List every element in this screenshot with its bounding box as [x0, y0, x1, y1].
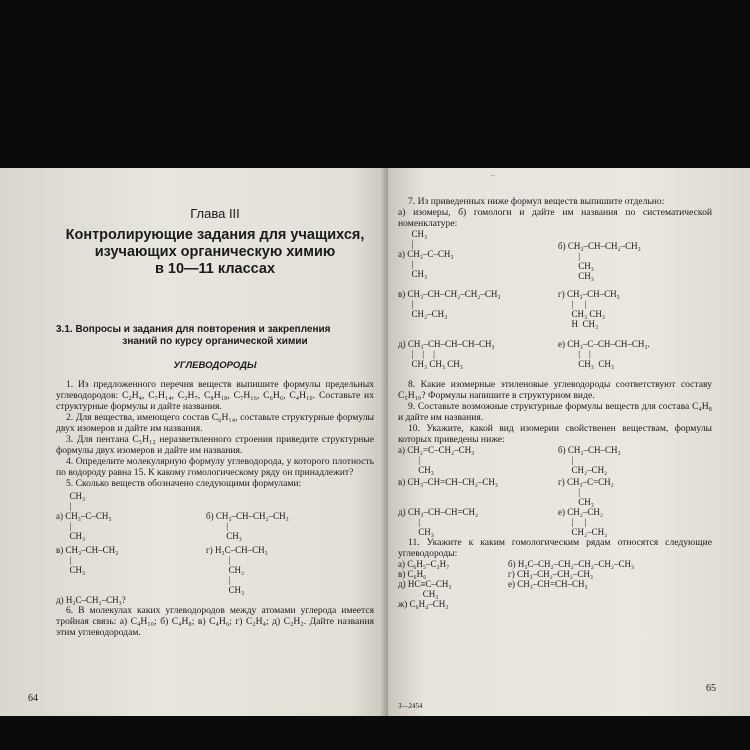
q11-formulas-left: а) C₆H₅–C₃H₇ в) C₆H₆ д) HC≡C–CH₃ CH₃ ж) C₆H₄–CH₃ [398, 559, 452, 609]
q7-formula-block [398, 229, 712, 379]
left-page [0, 168, 388, 716]
section-title-line-2: знаний по курсу органической химии [122, 336, 308, 347]
question-7: 7. Из приведенных ниже формул веществ выпишите отдельно: [408, 196, 665, 207]
question-8: 8. Какие изомерные этиленовые углеводороды соответствуют составу C₅H₁₀? Формулы напишите в структурном виде. [398, 379, 712, 401]
q5-formula-v: в) CH₃–CH–CH₃ | CH₃ [56, 545, 119, 575]
subheading-hydrocarbons: УГЛЕВОДОРОДЫ [173, 360, 257, 371]
q5-formula-d: д) H₃C–CH₂–CH₃? [56, 595, 126, 605]
question-5: 5. Сколько веществ обозначено следующими формулами: [66, 478, 302, 489]
section-title [56, 324, 374, 348]
q10-formula-e: е) CH₂–CH₂ | | CH₂–CH₂ [558, 507, 608, 537]
page-number-left: 64 [28, 693, 38, 704]
q7-formula-b: б) CH₃–CH–CH₂–CH₃ | CH₃ CH₃ [558, 241, 641, 281]
q10-formula-g: г) CH₃–C=CH₂ | CH₃ [558, 477, 614, 507]
q5-formula-a: CH₃ | а) CH₃–C–CH₃ | CH₃ [56, 491, 112, 541]
question-4: 4. Определите молекулярную формулу углеводорода, у которого плотность по водороду равна 15. К какому гомологическому ряду он принадлежит? [56, 456, 374, 478]
question-11: 11. Укажите к каким гомологическим рядам относятся следующие углеводороды: [398, 537, 712, 559]
q7-formula-e: е) CH₃–C–CH–CH–CH₃. | | CH₃ CH₃ [558, 339, 650, 369]
q10-formula-b: б) CH₂–CH–CH₃ | CH₂–CH₂ [558, 445, 621, 475]
q10-formula-a: а) CH₂=C–CH₂–CH₃ | CH₃ [398, 445, 475, 475]
signature-mark: 3—2454 [398, 702, 423, 710]
q11-formulas-right: б) H₃C–CH₂–CH₂–CH₂–CH₂–CH₃ г) CH₃–CH₂–CH₂–CH₃ е) CH₃–CH=CH–CH₃ [508, 559, 635, 589]
question-3: 3. Для пентана C₅H₁₂ неразветвленного строения приведите структурные формулы двух изомеров и дайте им названия. [56, 434, 374, 456]
question-2: 2. Для вещества, имеющего состав C₆H₁₄, составьте структурные формулы двух изомеров и дайте им названия. [56, 412, 374, 434]
q10-formula-block [398, 445, 712, 537]
question-10: 10. Укажите, какой вид изомерии свойственен веществам, формулы которых приведены ниже: [398, 423, 712, 445]
q5-formula-g: г) H₃C–CH–CH₃ | CH₂ | CH₃ [206, 545, 268, 595]
q11-formula-block [398, 559, 712, 611]
margin-mark: – [491, 170, 495, 179]
q7-formula-v: в) CH₃–CH–CH₂–CH₂–CH₃ | CH₂–CH₃ [398, 289, 501, 319]
chapter-title-line-1: Контролирующие задания для учащихся, [65, 227, 365, 243]
q5-formula-block [56, 491, 374, 595]
q10-formula-d: д) CH₃–CH–CH=CH₂ | CH₃ [398, 507, 479, 537]
chapter-title-line-2: изучающих органическую химию [94, 244, 336, 260]
question-9: 9. Составьте возможные структурные формулы веществ для состава C₄H₈ и дайте им названия. [398, 401, 712, 423]
page-number-right: 65 [706, 683, 716, 694]
chapter-label: Глава III [190, 206, 240, 221]
section-title-line-1: 3.1. Вопросы и задания для повторения и закрепления [56, 324, 331, 335]
right-page [388, 168, 750, 716]
q10-formula-v: в) CH₃–CH=CH–CH₂–CH₃ [398, 477, 498, 487]
q5-formula-b: б) CH₃–CH–CH₂–CH₃ | CH₃ [206, 511, 289, 541]
q7-formula-g: г) CH₃–CH–CH₃ | | CH₃ CH₃ H CH₃ [558, 289, 620, 329]
chapter-title [56, 227, 374, 278]
question-7-sub: а) изомеры, б) гомологи и дайте им названия по систематической номенклатуре: [398, 207, 712, 229]
q7-formula-d: д) CH₃–CH–CH–CH–CH₃ | | | CH₃ CH₃ CH₃ [398, 339, 495, 369]
chapter-title-line-3: в 10—11 классах [154, 261, 276, 277]
question-6: 6. В молекулах каких углеводородов между атомами углерода имеется тройная связь: а) C₄H₁₀; б) C₄H₈; в) C₄H₆; г) C₂H₄; д) C₂H₂. Дайте названия этим углеводородам. [56, 605, 374, 638]
question-1: 1. Из предложенного перечня веществ выпишите формулы предельных углеводородов: C₂H₄, C₇H₁₄, C₃H₇, C₈H₁₈, C₇H₁₆, C₆H₆, C₄H₁₀. Составьте их структурные формулы и дайте названия. [56, 379, 374, 412]
q7-formula-a: CH₃ | а) CH₃–C–CH₃ | CH₃ [398, 229, 454, 279]
